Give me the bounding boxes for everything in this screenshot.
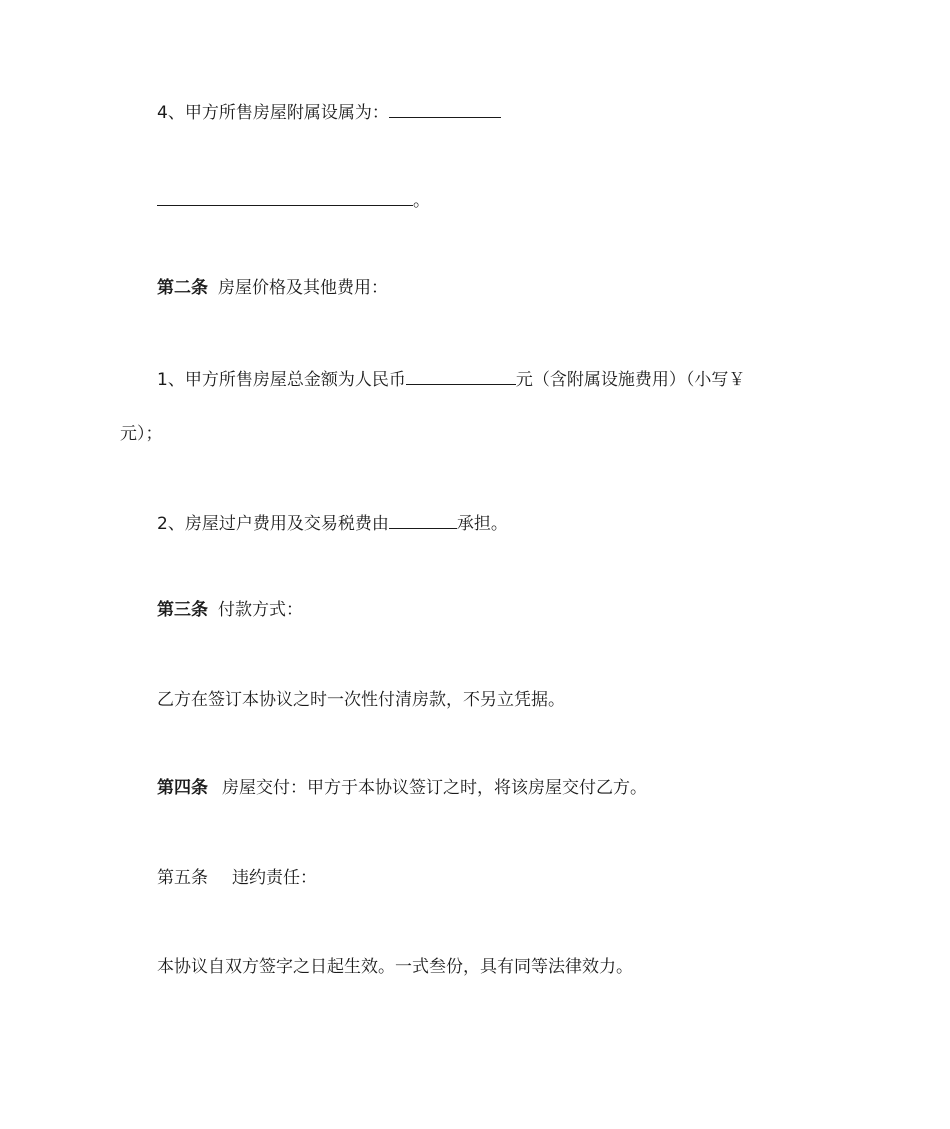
article2-title: 房屋价格及其他费用：: [218, 278, 388, 298]
article2-item2-line: [157, 510, 508, 536]
article2-heading: 第二条: [157, 278, 208, 298]
article2-item2-suffix: 承担。: [456, 514, 508, 534]
article2-item2-blank: [389, 510, 457, 529]
article4-line: [157, 776, 647, 800]
article5-heading: 第五条: [157, 868, 208, 888]
item4-tail: 。: [413, 191, 430, 211]
article2-item1-continuation-line: [120, 422, 163, 446]
item4-continuation-line: [157, 187, 430, 213]
item4-text: 4、甲方所售房屋附属设属为：: [157, 103, 389, 123]
article2-item1-continuation: 元）；: [120, 424, 163, 444]
article4-body: 房屋交付：甲方于本协议签订之时，将该房屋交付乙方。: [222, 778, 647, 798]
article5-body: 本协议自双方签字之日起生效。一式叁份，具有同等法律效力。: [157, 957, 633, 977]
article2-item1-prefix: 1、甲方所售房屋总金额为人民币: [157, 370, 406, 390]
item4-line: [157, 99, 501, 125]
article5-heading-line: [157, 866, 317, 890]
article2-item1-line: [157, 366, 745, 392]
article3-heading: 第三条: [157, 600, 208, 620]
article5-body-line: [157, 955, 633, 979]
article5-title: 违约责任：: [232, 868, 317, 888]
article3-body: 乙方在签订本协议之时一次性付清房款，不另立凭据。: [157, 690, 565, 710]
article2-item2-prefix: 2、房屋过户费用及交易税费由: [157, 514, 389, 534]
item4-blank-2: [157, 187, 413, 206]
article3-heading-line: [157, 598, 303, 622]
article2-item1-middle: 元（含附属设施费用）（小写￥: [515, 370, 746, 390]
article2-heading-line: [157, 276, 388, 300]
article3-body-line: [157, 688, 565, 712]
article2-item1-amount-blank: [406, 366, 516, 385]
item4-blank-1: [389, 99, 501, 118]
article3-title: 付款方式：: [218, 600, 303, 620]
article4-heading: 第四条: [157, 778, 208, 798]
